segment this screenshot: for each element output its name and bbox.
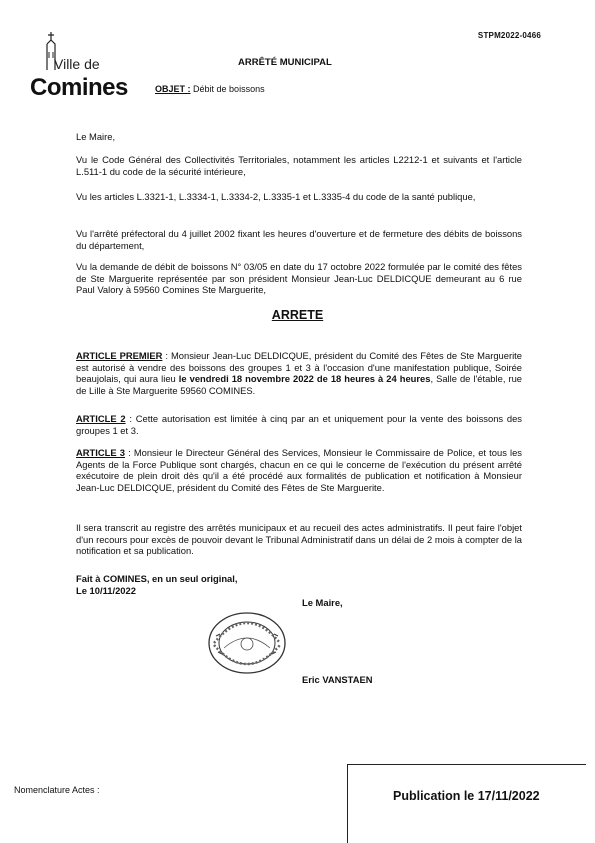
objet-text: Débit de boissons (193, 84, 265, 94)
article-3-text: : Monsieur le Directeur Général des Services, Monsieur le Commissaire de Police, et tous les Agents de la Force Publique sont chargés, chacun en ce qui le concerne de l'exécution du présent arrêté exécutoire de plein droit dès qu'il a été procédé aux formalités de publication et notification à Monsieur Jean-Luc DELDICQUE, président du Comité des Fêtes de Ste Marguerite. (76, 447, 522, 493)
logo-comines-text: Comines (30, 74, 128, 101)
article-3-label: ARTICLE 3 (76, 447, 125, 458)
vu-cgct: Vu le Code Général des Collectivités Territoriales, notamment les articles L2212-1 et suivants et l'article L.511-1 du code de la sécurité intérieure, (76, 154, 522, 177)
objet-line (155, 84, 265, 94)
article-3 (76, 447, 522, 493)
vu-arrete-prefectoral: Vu l'arrêté préfectoral du 4 juillet 2002 fixant les heures d'ouverture et de fermeture des débits de boissons du département, (76, 228, 522, 251)
signatory-name: Eric VANSTAEN (302, 674, 373, 685)
article-premier-label: ARTICLE PREMIER (76, 350, 163, 361)
salutation: Le Maire, (76, 131, 116, 142)
objet-label: OBJET : (155, 84, 191, 94)
city-logo (30, 30, 140, 100)
article-2 (76, 413, 522, 436)
nomenclature-label: Nomenclature Actes : (14, 785, 100, 795)
article-premier-date: le vendredi 18 novembre 2022 de 18 heures à 24 heures (178, 373, 431, 385)
article-premier-text-a: : Monsieur Jean-Luc DELDICQUE, président du Comité des Fêtes de Ste Marguerite est autorisé à vendre des boissons des groupes 1 et 3 à l'occasion d'une manifestation publique, Soirée beaujolais, qui aura lieu (76, 350, 522, 385)
vu-demande: Vu la demande de débit de boissons N° 03/05 en date du 17 octobre 2022 formulée par le comité des fêtes de Ste Marguerite représentée par son président Monsieur Jean-Luc DELDICQUE demeurant au 6 rue Paul Valory à 59560 Comines Ste Marguerite, (76, 261, 522, 296)
publication-box (347, 764, 586, 843)
article-premier-text-b: , Salle de l'étable, rue de Lille à Ste Marguerite 59560 COMINES. (76, 373, 522, 396)
arrete-heading: ARRETE (271, 308, 324, 322)
transcription-notice: Il sera transcrit au registre des arrêtés municipaux et au recueil des actes administratifs. Il peut faire l'objet d'un recours pour excès de pouvoir devant le Tribunal Administratif dans un délai de 2 mois à compter de la notification et sa publication. (76, 522, 522, 557)
article-2-label: ARTICLE 2 (76, 413, 126, 424)
fait-date: Le 10/11/2022 (76, 585, 136, 596)
official-seal-stamp (204, 608, 290, 678)
article-2-text: : Cette autorisation est limitée à cinq par an et uniquement pour la vente des boissons des groupes 1 et 3. (76, 413, 522, 436)
document-reference: STPM2022-0466 (477, 31, 541, 40)
signatory-title: Le Maire, (302, 597, 343, 608)
logo-ville-text: Ville de (54, 56, 100, 72)
fait-a-line: Fait à COMINES, en un seul original, (76, 573, 238, 584)
article-premier (76, 350, 522, 396)
fait-a-block (76, 573, 237, 597)
document-title: ARRÊTÉ MUNICIPAL (238, 57, 332, 68)
publication-date: Publication le 17/11/2022 (393, 789, 540, 803)
vu-code-sante: Vu les articles L.3321-1, L.3334-1, L.3334-2, L.3335-1 et L.3335-4 du code de la santé publique, (76, 191, 476, 202)
